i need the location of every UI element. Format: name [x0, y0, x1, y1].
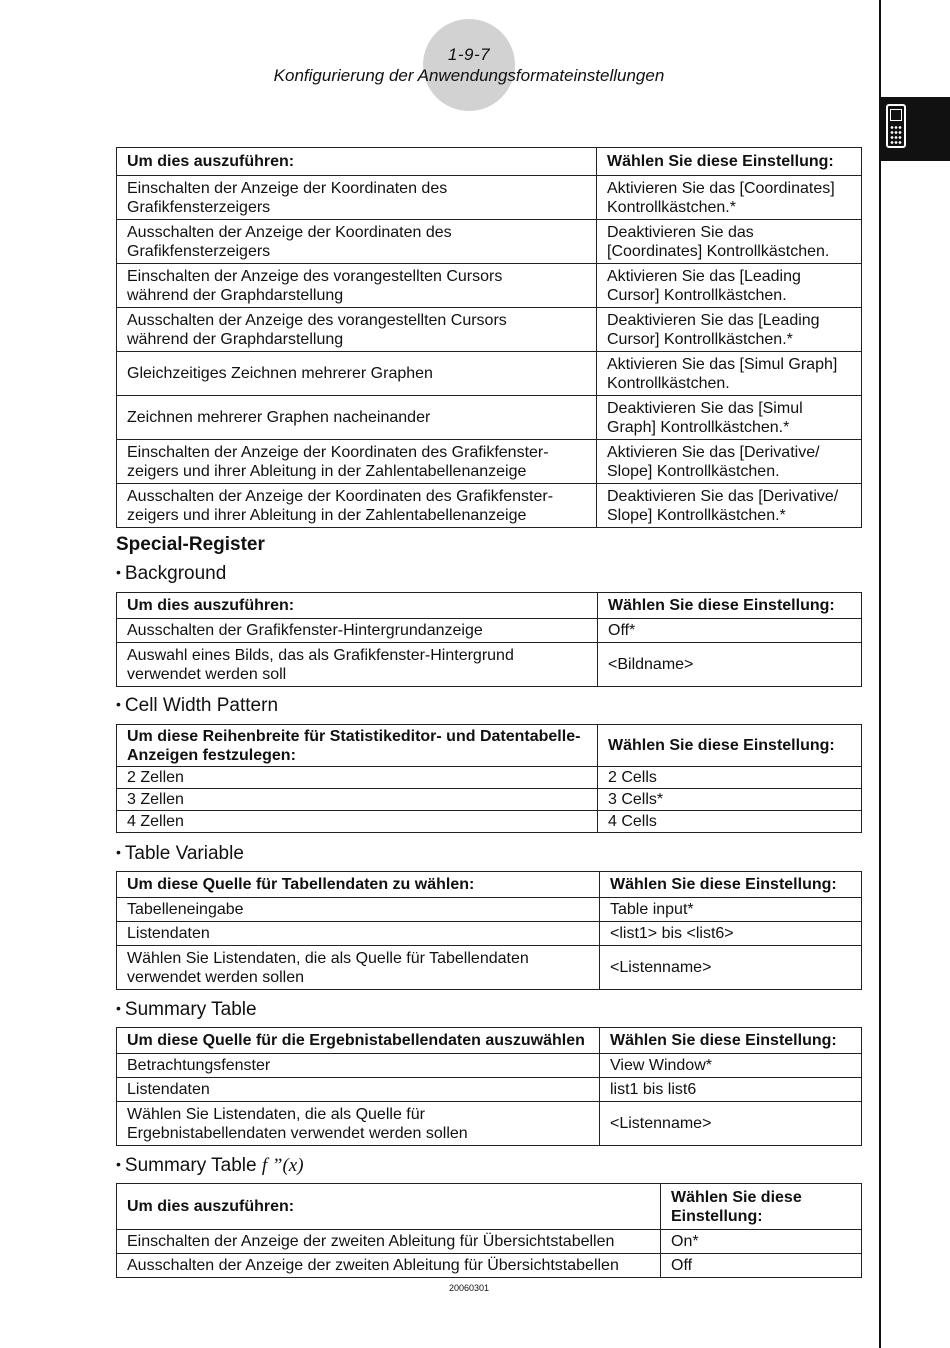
column-header: Wählen Sie diese Einstellung: — [600, 872, 862, 898]
table-row — [117, 1254, 862, 1278]
settings-table-summary-table-f — [116, 1183, 862, 1278]
action-cell: Wählen Sie Listendaten, die als Quelle für Ergebnistabellendaten verwendet werden sollen — [117, 1102, 600, 1146]
table-row — [117, 767, 862, 789]
table-row — [117, 1054, 862, 1078]
subsection-background: • Background — [116, 563, 227, 584]
table-row — [117, 352, 862, 396]
setting-cell: Off — [661, 1254, 862, 1278]
settings-table-table-variable — [116, 871, 862, 990]
table-row — [117, 811, 862, 833]
table-row — [117, 484, 862, 528]
setting-cell: Aktivieren Sie das [Derivative/ Slope] Kontrollkästchen. — [597, 440, 862, 484]
table-row — [117, 176, 862, 220]
column-header: Um diese Reihenbreite für Statistikeditor- und Datentabelle- Anzeigen festzulegen: — [117, 725, 598, 767]
setting-cell: <list1> bis <list6> — [600, 922, 862, 946]
table-row — [117, 789, 862, 811]
table-row — [117, 619, 862, 643]
action-cell: Wählen Sie Listendaten, die als Quelle für Tabellendaten verwendet werden sollen — [117, 946, 600, 990]
setting-cell: Deaktivieren Sie das [Coordinates] Kontrollkästchen. — [597, 220, 862, 264]
action-cell: Ausschalten der Grafikfenster-Hintergrundanzeige — [117, 619, 598, 643]
action-cell: Tabelleneingabe — [117, 898, 600, 922]
setting-cell: <Listenname> — [600, 1102, 862, 1146]
action-cell: Ausschalten der Anzeige der Koordinaten des Grafikfenster- zeigers und ihrer Ableitung in der Zahlentabellenanzeige — [117, 484, 597, 528]
setting-cell: <Listenname> — [600, 946, 862, 990]
subsection-summary-table-f: • Summary Table f ”(x) — [116, 1155, 304, 1176]
settings-table-graph — [116, 147, 862, 528]
action-cell: Listendaten — [117, 922, 600, 946]
table-header-row — [117, 148, 862, 176]
setting-cell: 2 Cells — [598, 767, 862, 789]
action-cell: Einschalten der Anzeige der Koordinaten des Grafikfensterzeigers — [117, 176, 597, 220]
table-row — [117, 264, 862, 308]
action-cell: Ausschalten der Anzeige der Koordinaten des Grafikfensterzeigers — [117, 220, 597, 264]
action-cell: 4 Zellen — [117, 811, 598, 833]
bullet-icon: • — [116, 844, 121, 860]
action-cell: Zeichnen mehrerer Graphen nacheinander — [117, 396, 597, 440]
subsection-cell-width-pattern: • Cell Width Pattern — [116, 695, 279, 716]
section-title-special-register: Special-Register — [116, 534, 265, 555]
column-header: Um dies auszuführen: — [117, 593, 598, 619]
action-cell: Listendaten — [117, 1078, 600, 1102]
table-row — [117, 946, 862, 990]
table-row — [117, 220, 862, 264]
setting-cell: On* — [661, 1230, 862, 1254]
setting-cell: Deaktivieren Sie das [Leading Cursor] Kontrollkästchen.* — [597, 308, 862, 352]
table-row — [117, 1078, 862, 1102]
column-header: Wählen Sie diese Einstellung: — [598, 593, 862, 619]
setting-cell: View Window* — [600, 1054, 862, 1078]
action-cell: Gleichzeitiges Zeichnen mehrerer Graphen — [117, 352, 597, 396]
action-cell: Auswahl eines Bilds, das als Grafikfenster-Hintergrund verwendet werden soll — [117, 643, 598, 687]
action-cell: 3 Zellen — [117, 789, 598, 811]
table-row — [117, 1102, 862, 1146]
settings-table-cell-width — [116, 724, 862, 833]
action-cell: Ausschalten der Anzeige der zweiten Ableitung für Übersichtstabellen — [117, 1254, 661, 1278]
column-header: Um dies auszuführen: — [117, 1184, 661, 1230]
margin-rule — [879, 0, 881, 1348]
table-row — [117, 440, 862, 484]
setting-cell: Aktivieren Sie das [Simul Graph] Kontrollkästchen. — [597, 352, 862, 396]
setting-cell: Table input* — [600, 898, 862, 922]
action-cell: Ausschalten der Anzeige des vorangestellten Cursors während der Graphdarstellung — [117, 308, 597, 352]
table-row — [117, 396, 862, 440]
column-header: Um diese Quelle für die Ergebnistabellendaten auszuwählen — [117, 1028, 600, 1054]
column-header: Wählen Sie diese Einstellung: — [600, 1028, 862, 1054]
column-header: Wählen Sie diese Einstellung: — [661, 1184, 862, 1230]
table-header-row — [117, 593, 862, 619]
column-header: Wählen Sie diese Einstellung: — [598, 725, 862, 767]
action-cell: Einschalten der Anzeige der zweiten Ableitung für Übersichtstabellen — [117, 1230, 661, 1254]
setting-cell: Aktivieren Sie das [Leading Cursor] Kontrollkästchen. — [597, 264, 862, 308]
table-row — [117, 643, 862, 687]
table-header-row — [117, 1028, 862, 1054]
table-header-row — [117, 725, 862, 767]
table-row — [117, 308, 862, 352]
setting-cell: 3 Cells* — [598, 789, 862, 811]
setting-cell: <Bildname> — [598, 643, 862, 687]
setting-cell: 4 Cells — [598, 811, 862, 833]
setting-cell: list1 bis list6 — [600, 1078, 862, 1102]
bullet-icon: • — [116, 1156, 121, 1172]
table-header-row — [117, 872, 862, 898]
column-header: Wählen Sie diese Einstellung: — [597, 148, 862, 176]
setting-cell: Deaktivieren Sie das [Simul Graph] Kontrollkästchen.* — [597, 396, 862, 440]
subsection-summary-table: • Summary Table — [116, 999, 257, 1020]
page-number-circle — [423, 19, 515, 111]
table-row — [117, 1230, 862, 1254]
action-cell: 2 Zellen — [117, 767, 598, 789]
bullet-icon: • — [116, 564, 121, 580]
bullet-icon: • — [116, 1000, 121, 1016]
date-code: 20060301 — [448, 1283, 490, 1293]
action-cell: Betrachtungsfenster — [117, 1054, 600, 1078]
subsection-table-variable: • Table Variable — [116, 843, 244, 864]
column-header: Um diese Quelle für Tabellendaten zu wählen: — [117, 872, 600, 898]
column-header: Um dies auszuführen: — [117, 148, 597, 176]
math-expression: f ”(x) — [261, 1155, 304, 1176]
table-row — [117, 922, 862, 946]
page-title: Konfigurierung der Anwendungsformateinstellungen — [273, 66, 665, 85]
table-row — [117, 898, 862, 922]
settings-table-background — [116, 592, 862, 687]
setting-cell: Off* — [598, 619, 862, 643]
calculator-icon — [886, 104, 906, 148]
setting-cell: Deaktivieren Sie das [Derivative/ Slope] Kontrollkästchen.* — [597, 484, 862, 528]
bullet-icon: • — [116, 696, 121, 712]
setting-cell: Aktivieren Sie das [Coordinates] Kontrollkästchen.* — [597, 176, 862, 220]
settings-table-summary-table — [116, 1027, 862, 1146]
page-number: 1-9-7 — [447, 45, 491, 64]
table-header-row — [117, 1184, 862, 1230]
action-cell: Einschalten der Anzeige des vorangestellten Cursors während der Graphdarstellung — [117, 264, 597, 308]
action-cell: Einschalten der Anzeige der Koordinaten des Grafikfenster- zeigers und ihrer Ableitung in der Zahlentabellenanzeige — [117, 440, 597, 484]
